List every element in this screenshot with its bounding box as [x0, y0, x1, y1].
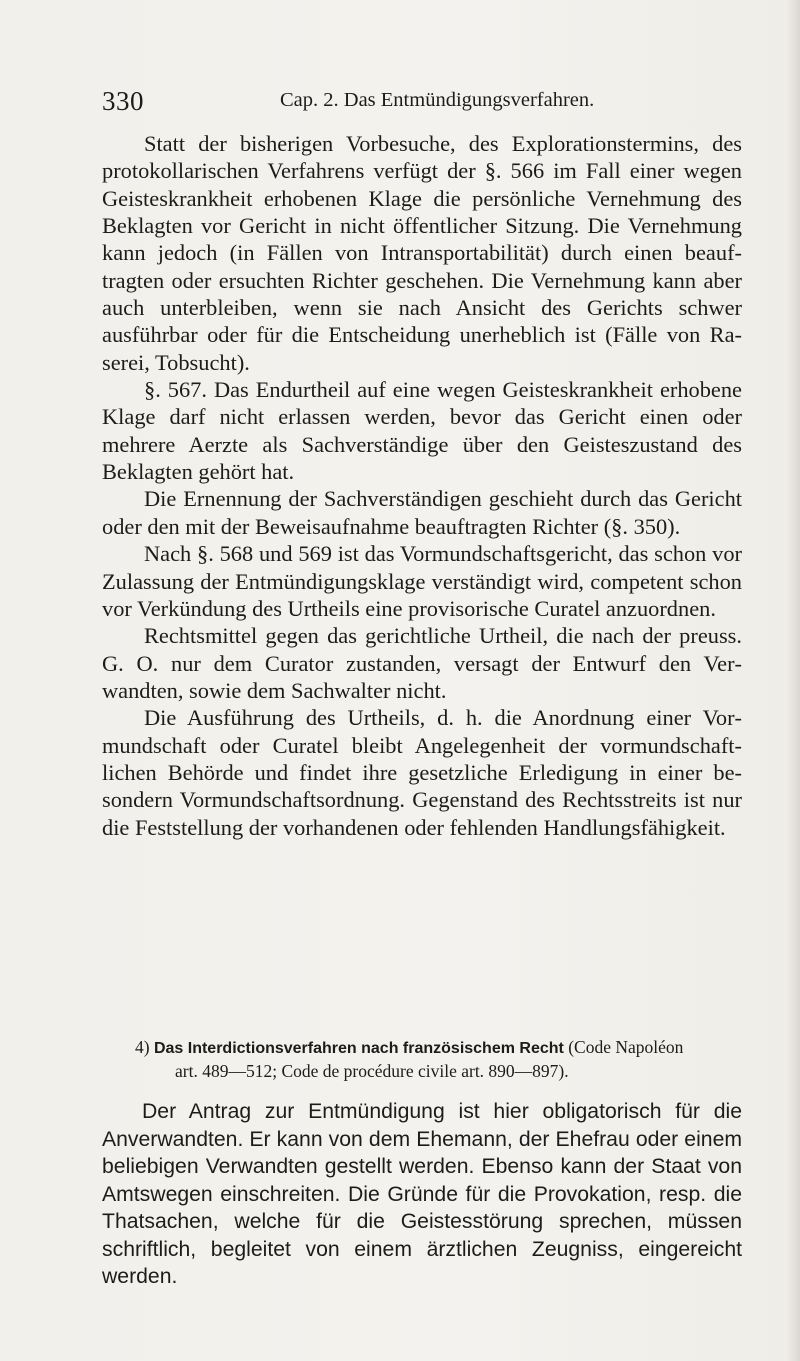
subsection-heading	[135, 1036, 740, 1060]
subsection-title-rest: (Code Napoléon	[568, 1037, 684, 1057]
paragraph: Die Ernennung der Sachverständigen geschieht durch das Gericht oder den mit der Beweisaufnahme beauftragten Richter (§. 350).	[102, 486, 742, 539]
paragraph: Rechtsmittel gegen das gerichtliche Urtheil, die nach der preuss. G. O. nur dem Curator zustanden, versagt der Entwurf den Verwandten, sowie dem Sachwalter nicht.	[102, 623, 742, 703]
paragraph: Nach §. 568 und 569 ist das Vormundschaftsgericht, das schon vor Zulassung der Entmündigungsklage verständigt wird, competent schon vor Verkündung des Urtheils eine provisorische Curatel anzuordnen.	[102, 541, 742, 621]
page-number: 330	[102, 86, 144, 116]
subsection-heading-line2: art. 489—512; Code de procédure civile art. 890—897).	[175, 1061, 569, 1081]
paragraph: Der Antrag zur Entmündigung ist hier obligatorisch für die Anverwandten. Er kann von dem Ehemann, der Ehefrau oder einem beliebigen Verwandten gestellt werden. Ebenso kann der Staat von Amtswegen einschreiten. Die Gründe für die Provokation, resp. die Thatsachen, welche für die Geistesstörung sprechen, müssen schriftlich, begleitet von einem ärztlichen Zeugniss, eingereicht werden.	[102, 1100, 742, 1288]
main-text	[102, 130, 742, 841]
subsection-number: 4)	[135, 1037, 150, 1057]
subsection-title: Das Interdictionsverfahren nach französischem Recht	[153, 1040, 564, 1057]
subsection-text	[102, 1098, 742, 1291]
paragraph: Statt der bisherigen Vorbesuche, des Explorationstermins, des protokollarischen Verfahrens verfügt der §. 566 im Fall einer wegen Geisteskrankheit erhobenen Klage die persönliche Vernehmung des Beklagten vor Gericht in nicht öffentlicher Sitzung. Die Vernehmung kann jedoch (in Fällen von Intransportabilität) durch einen beauftragten oder ersuchten Richter geschehen. Die Vernehmung kann aber auch unterbleiben, wenn sie nach Ansicht des Gerichts schwer ausführbar oder für die Entscheidung unerheblich ist (Fälle von Raserei, Tobsucht).	[102, 131, 742, 375]
running-head	[102, 86, 742, 116]
paragraph: §. 567. Das Endurtheil auf eine wegen Geisteskrankheit erhobene Klage darf nicht erlassen werden, bevor das Gericht einen oder mehrere Aerzte als Sachverständige über den Geisteszustand des Beklagten gehört hat.	[102, 377, 742, 485]
chapter-title: Cap. 2. Das Entmündigungsverfahren.	[280, 89, 595, 111]
paragraph: Die Ausführung des Urtheils, d. h. die Anordnung einer Vormundschaft oder Curatel bleibt Angelegenheit der vormundschaftlichen Behörde und findet ihre gesetzliche Erledigung in einer besondern Vormundschaftsordnung. Gegenstand des Rechtsstreits ist nur die Feststellung der vorhandenen oder fehlenden Handlungsfähigkeit.	[102, 705, 742, 840]
page-edge-shadow	[786, 0, 800, 1361]
